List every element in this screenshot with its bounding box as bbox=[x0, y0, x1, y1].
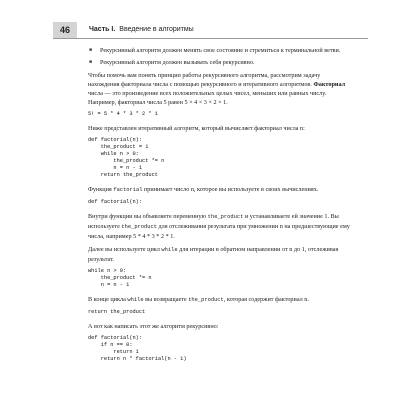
text-span: , которая содержит факториал n. bbox=[223, 296, 309, 303]
inline-code: the_product bbox=[188, 297, 224, 303]
inline-code: factorial bbox=[113, 187, 143, 193]
code-block: def factorial(n): bbox=[88, 199, 143, 205]
inline-code: the_product bbox=[207, 214, 244, 220]
code-block: while n > 0: the_product *= n n = n - 1 bbox=[88, 268, 152, 288]
page-body bbox=[88, 46, 350, 369]
inline-code: while bbox=[127, 297, 144, 303]
inline-code: while bbox=[161, 247, 178, 253]
text-span: числа — это произведение всех положительных целых чисел, меньших или равных числу. Например, факториал числа 5 равен 5 × 4 × 3 × 2 × 1. bbox=[88, 90, 327, 106]
text-span: для отслеживания результата при умножении n на предшествующие ему числа, например 5 * 4 * 3 * 2 * 1. bbox=[88, 223, 350, 240]
term-factorial: Факториал bbox=[313, 81, 346, 88]
paragraph: А вот как написать этот же алгоритм рекурсивно: bbox=[88, 323, 219, 330]
paragraph bbox=[88, 295, 350, 305]
paragraph-factorial-intro bbox=[88, 71, 350, 107]
code-block: return the_product bbox=[88, 309, 146, 315]
text-span: и устанавливаете ей значение 1. Вы используете bbox=[88, 213, 339, 230]
paragraph: Ниже представлен итеративный алгоритм, который вычисляет факториал числа n: bbox=[88, 125, 305, 132]
text-span: принимает число n, которое вы используете в своих вычислениях. bbox=[142, 186, 319, 193]
text-span: Чтобы помочь вам понять принцип работы рекурсивного алгоритма, рассмотрим задачу нахождения факториала числа с помощью рекурсивного и итеративного алгоритмов. bbox=[88, 72, 321, 88]
bullet-list bbox=[88, 46, 350, 67]
paragraph bbox=[88, 245, 350, 264]
running-header bbox=[53, 22, 368, 39]
running-title bbox=[89, 22, 194, 38]
code-block: def factorial(n): if n == 0: return 1 return n * factorial(n - 1) bbox=[88, 335, 187, 362]
text-span: Далее вы используете цикл bbox=[88, 246, 162, 253]
inline-code: the_product bbox=[121, 224, 157, 230]
text-span: В конце цикла bbox=[88, 296, 128, 303]
page-number: 46 bbox=[53, 22, 77, 38]
text-span: Внутри функции вы объявляете переменную bbox=[88, 213, 208, 220]
text-span: Функция bbox=[88, 186, 114, 193]
paragraph bbox=[88, 185, 350, 195]
chapter-title: Введение в алгоритмы bbox=[119, 26, 194, 33]
text-span: вы возвращаете bbox=[143, 296, 189, 303]
list-item: ■ Рекурсивный алгоритм должен менять свое состояние и стремиться к терминальной ветви. bbox=[88, 46, 350, 55]
list-item: ■ Рекурсивный алгоритм должен вызывать себя рекурсивно. bbox=[88, 58, 350, 67]
part-label: Часть I. bbox=[89, 26, 116, 33]
paragraph bbox=[88, 212, 350, 241]
code-block: 5! = 5 * 4 * 3 * 2 * 1 bbox=[88, 111, 158, 117]
code-block: def factorial(n): the_product = 1 while n > 0: the_product *= n n = n - 1 return the_product bbox=[88, 137, 165, 178]
text-span: для итерации в обратном направлении от n до 1, отслеживая результат. bbox=[88, 246, 339, 263]
